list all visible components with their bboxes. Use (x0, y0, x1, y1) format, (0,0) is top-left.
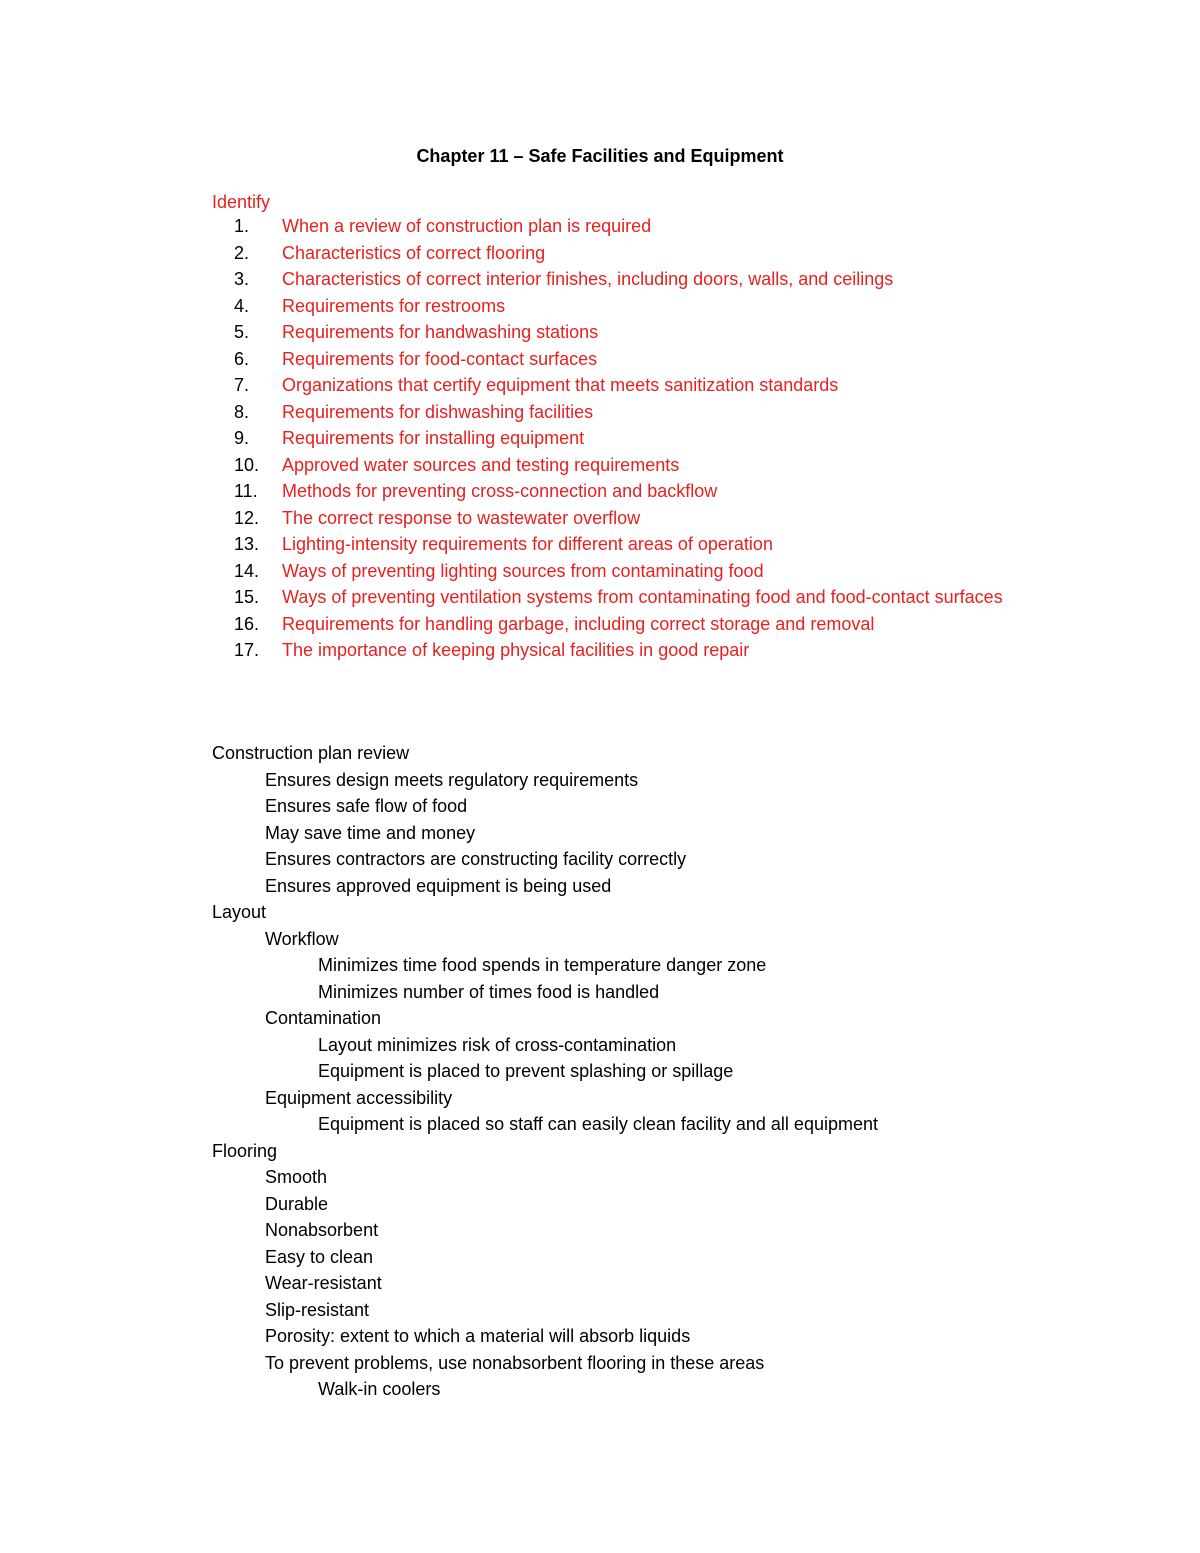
objective-text: Requirements for restrooms (282, 295, 506, 316)
objective-text: Characteristics of correct flooring (282, 242, 546, 263)
objective-text: Requirements for handwashing stations (282, 322, 599, 342)
objective-number (212, 637, 282, 664)
outline-subitem: Ensures approved equipment is being used (265, 875, 612, 896)
objective-number (212, 584, 282, 611)
outline-subitem: Ensures design meets regulatory requirements (265, 769, 639, 790)
objectives-list (212, 213, 1012, 664)
outline-heading: Flooring (212, 1140, 278, 1161)
objective-number-label: 5. (234, 322, 250, 342)
objective-number-label: 15. (234, 587, 260, 607)
outline-subitem: Ensures contractors are constructing facility correctly (265, 849, 687, 869)
objective-text: Approved water sources and testing requirements (282, 454, 680, 475)
outline-heading: Construction plan review (212, 743, 410, 763)
objective-item (212, 637, 1012, 664)
objective-item (212, 505, 1012, 532)
outline-subitem: Wear-resistant (265, 1273, 382, 1293)
objective-number (212, 213, 282, 240)
objective-item (212, 266, 1012, 293)
objective-number-label: 10. (234, 454, 260, 475)
objective-text: Organizations that certify equipment that meets sanitization standards (282, 375, 839, 395)
objective-item (212, 399, 1012, 426)
objective-item (212, 213, 1012, 240)
objective-text: Methods for preventing cross-connection and backflow (282, 481, 718, 501)
objective-item (212, 293, 1012, 320)
objective-number-label: 2. (234, 242, 250, 263)
outline-subitem: May save time and money (265, 822, 476, 843)
outline-subitem: Smooth (265, 1167, 328, 1187)
outline-subitem: Slip-resistant (265, 1299, 370, 1320)
objective-text: The importance of keeping physical facilities in good repair (282, 640, 750, 660)
objective-number (212, 611, 282, 638)
objective-text: The correct response to wastewater overflow (282, 507, 641, 528)
outline-subitem: Nonabsorbent (265, 1220, 379, 1240)
outline-detail: Equipment is placed to prevent splashing or spillage (318, 1061, 734, 1081)
objective-number (212, 425, 282, 452)
objective-number-label: 1. (234, 216, 250, 236)
objective-number-label: 17. (234, 640, 260, 660)
outline-subitem: Ensures safe flow of food (265, 796, 468, 816)
outline-subitem: Workflow (265, 928, 339, 949)
objective-number (212, 505, 282, 532)
notes-outline (212, 740, 1112, 1403)
objective-text: Characteristics of correct interior finishes, including doors, walls, and ceilings (282, 269, 894, 289)
document-title: Chapter 11 – Safe Facilities and Equipment (416, 146, 784, 166)
objective-text: Requirements for handling garbage, including correct storage and removal (282, 613, 875, 634)
objective-number-label: 12. (234, 507, 260, 528)
objective-item (212, 531, 1012, 558)
outline-detail: Minimizes number of times food is handled (318, 981, 660, 1002)
objective-number-label: 7. (234, 375, 250, 395)
objective-number-label: 9. (234, 428, 250, 448)
outline-subitem: Durable (265, 1193, 329, 1214)
objective-item (212, 611, 1012, 638)
outline-subitem: Porosity: extent to which a material will absorb liquids (265, 1326, 691, 1346)
objective-number (212, 399, 282, 426)
objective-item (212, 372, 1012, 399)
objective-number (212, 372, 282, 399)
objective-number-label: 11. (234, 481, 258, 501)
objective-text: Requirements for food-contact surfaces (282, 348, 598, 369)
outline-detail: Layout minimizes risk of cross-contamination (318, 1034, 677, 1055)
outline-subitem: To prevent problems, use nonabsorbent flooring in these areas (265, 1352, 765, 1373)
outline-subitem: Equipment accessibility (265, 1087, 453, 1108)
objective-number (212, 452, 282, 479)
objective-number (212, 346, 282, 373)
outline-detail: Equipment is placed so staff can easily clean facility and all equipment (318, 1114, 878, 1134)
objective-number (212, 478, 282, 505)
objective-number-label: 6. (234, 348, 250, 369)
objective-item (212, 425, 1012, 452)
objective-item (212, 478, 1012, 505)
objective-item (212, 558, 1012, 585)
objective-item (212, 584, 1012, 611)
objective-text: When a review of construction plan is required (282, 216, 652, 236)
outline-detail: Minimizes time food spends in temperature danger zone (318, 955, 767, 975)
objective-text: Ways of preventing lighting sources from contaminating food (282, 560, 764, 581)
objective-number-label: 16. (234, 613, 260, 634)
objective-number (212, 558, 282, 585)
objective-item (212, 240, 1012, 267)
objective-number-label: 8. (234, 401, 250, 422)
outline-heading: Layout (212, 902, 267, 922)
objective-text: Requirements for installing equipment (282, 428, 585, 448)
objective-number (212, 293, 282, 320)
objective-number-label: 4. (234, 295, 250, 316)
outline-subitem: Contamination (265, 1008, 382, 1028)
objective-text: Lighting-intensity requirements for different areas of operation (282, 534, 773, 554)
objective-number (212, 531, 282, 558)
outline-subitem: Easy to clean (265, 1246, 374, 1267)
objective-number-label: 3. (234, 269, 250, 289)
objective-item (212, 346, 1012, 373)
objective-number-label: 13. (234, 534, 260, 554)
objective-number (212, 319, 282, 346)
objective-item (212, 452, 1012, 479)
identify-heading: Identify (212, 192, 271, 212)
outline-detail: Walk-in coolers (318, 1379, 441, 1399)
objective-text: Requirements for dishwashing facilities (282, 401, 594, 422)
objective-item (212, 319, 1012, 346)
objective-number-label: 14. (234, 560, 260, 581)
objective-text: Ways of preventing ventilation systems from contaminating food and food-contact surfaces (282, 587, 1003, 607)
objective-number (212, 266, 282, 293)
objective-number (212, 240, 282, 267)
